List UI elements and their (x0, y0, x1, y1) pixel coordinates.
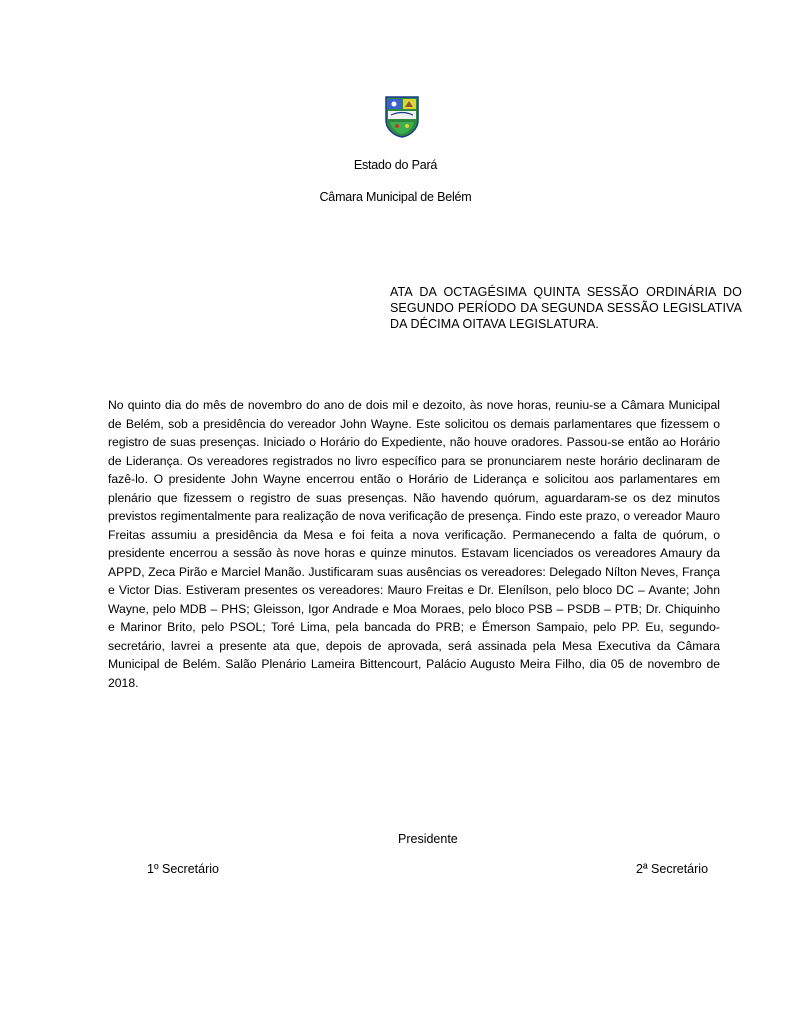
header-chamber: Câmara Municipal de Belém (319, 190, 472, 204)
document-title: ATA DA OCTAGÉSIMA QUINTA SESSÃO ORDINÁRIA DO SEGUNDO PERÍODO DA SEGUNDA SESSÃO LEGISLATIVA DA DÉCIMA OITAVA LEGISLATURA. (390, 285, 742, 331)
signature-second-secretary: 2ª Secretário (636, 862, 709, 876)
minutes-paragraph: No quinto dia do mês de novembro do ano de dois mil e dezoito, às nove horas, reuniu-se a Câmara Municipal de Belém, sob a presidência do vereador John Wayne. Este solicitou os demais parlamentares que fizessem o registro de suas presenças. Iniciado o Horário do Expediente, não houve oradores. Passou-se então ao Horário de Liderança. Os vereadores registrados no livro específico para se pronunciarem neste horário declinaram de fazê-lo. O presidente John Wayne encerrou então o Horário de Liderança e solicitou aos parlamentares em plenário que fizessem o registro de suas presenças. Não havendo quórum, aguardaram-se os dez minutos previstos regimentalmente para realização de nova verificação de presença. Findo este prazo, o vereador Mauro Freitas assumiu a presidência da Mesa e foi feita a nova verificação. Permanecendo a falta de quórum, o presidente encerrou a sessão às nove horas e quinze minutos. Estavam licenciados os vereadores Amaury da APPD, Zeca Pirão e Marciel Manão. Justificaram suas ausências os vereadores: Delegado Nílton Neves, França e Victor Dias. Estiveram presentes os vereadores: Mauro Freitas e Dr. Elenílson, pelo bloco DC – Avante; John Wayne, pelo MDB – PHS; Gleisson, Igor Andrade e Moa Moraes, pelo bloco PSB – PSDB – PTB; Dr. Chiquinho e Marinor Brito, pelo PSOL; Toré Lima, pela bancada do PRB; e Émerson Sampaio, pelo PP. Eu, segundo-secretário, lavrei a presente ata que, depois de aprovada, será assinada pela Mesa Executiva da Câmara Municipal de Belém. Salão Plenário Lameira Bittencourt, Palácio Augusto Meira Filho, dia 05 de novembro de 2018. (108, 398, 720, 690)
signature-president: Presidente (398, 832, 458, 846)
header-state: Estado do Pará (353, 158, 438, 172)
coat-of-arms-seal (385, 96, 419, 138)
minutes-body (108, 396, 720, 692)
signature-first-secretary: 1º Secretário (147, 862, 219, 876)
